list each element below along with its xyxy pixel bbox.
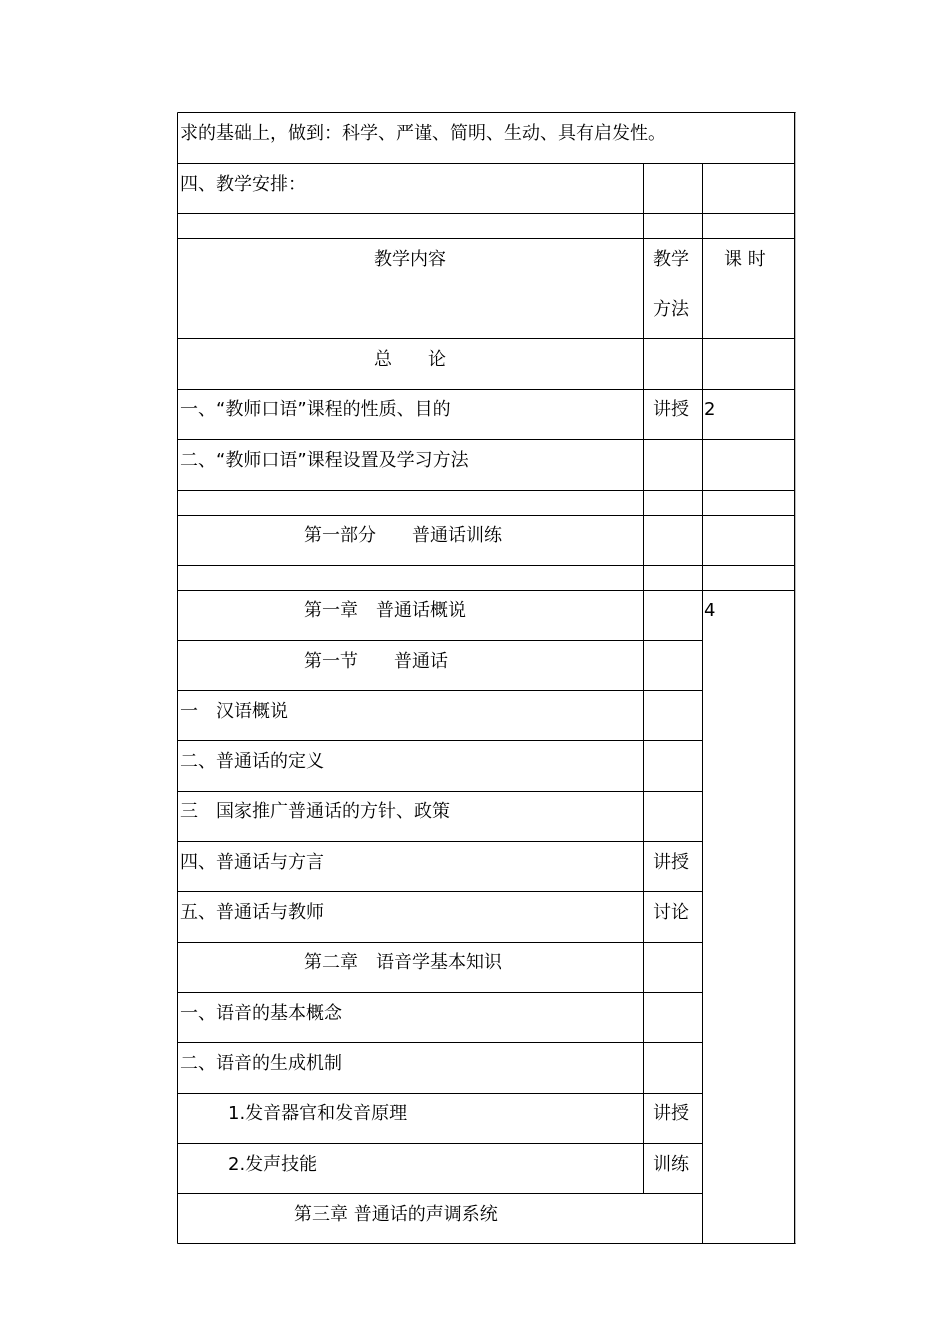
table-row-content: 二、语音的生成机制 xyxy=(180,1053,342,1074)
table-row-method: 讲授 xyxy=(653,399,689,420)
table-row-content: 四、普通话与方言 xyxy=(180,852,324,873)
table-row-content: 二、“教师口语”课程设置及学习方法 xyxy=(180,450,469,471)
table-row-content: 二、普通话的定义 xyxy=(180,751,324,772)
table-row-method: 讲授 xyxy=(653,852,689,873)
intro-text: 求的基础上，做到：科学、严谨、简明、生动、具有启发性。 xyxy=(180,123,666,144)
table-row-content: 一、“教师口语”课程的性质、目的 xyxy=(180,399,451,420)
chapter-heading: 第二章 语音学基本知识 xyxy=(304,952,502,973)
schedule-table xyxy=(177,112,796,1244)
table-row-content: 一、语音的基本概念 xyxy=(180,1003,342,1024)
table-row-method: 讲授 xyxy=(653,1103,689,1124)
part-heading: 第一部分 普通话训练 xyxy=(304,525,502,546)
header-method: 教学方法 xyxy=(653,249,689,320)
section-title: 第一节 普通话 xyxy=(304,651,448,672)
overview-heading: 总 论 xyxy=(374,349,446,370)
chapter-heading: 第三章 普通话的声调系统 xyxy=(294,1204,498,1225)
header-content: 教学内容 xyxy=(374,249,446,270)
table-row-content: 2.发声技能 xyxy=(228,1154,318,1175)
table-row-content: 1.发音器官和发音原理 xyxy=(228,1103,408,1124)
table-row-hours: 2 xyxy=(704,399,716,420)
header-hours: 课 时 xyxy=(724,249,766,270)
table-row-content: 五、普通话与教师 xyxy=(180,902,324,923)
table-row-hours: 4 xyxy=(704,600,716,621)
table-row-content: 三 国家推广普通话的方针、政策 xyxy=(180,801,450,822)
table-row-method: 讨论 xyxy=(653,902,689,923)
table-row-method: 训练 xyxy=(653,1154,689,1175)
section-heading: 四、教学安排： xyxy=(180,174,306,195)
table-row-content: 一 汉语概说 xyxy=(180,701,288,722)
chapter-heading: 第一章 普通话概说 xyxy=(304,600,466,621)
